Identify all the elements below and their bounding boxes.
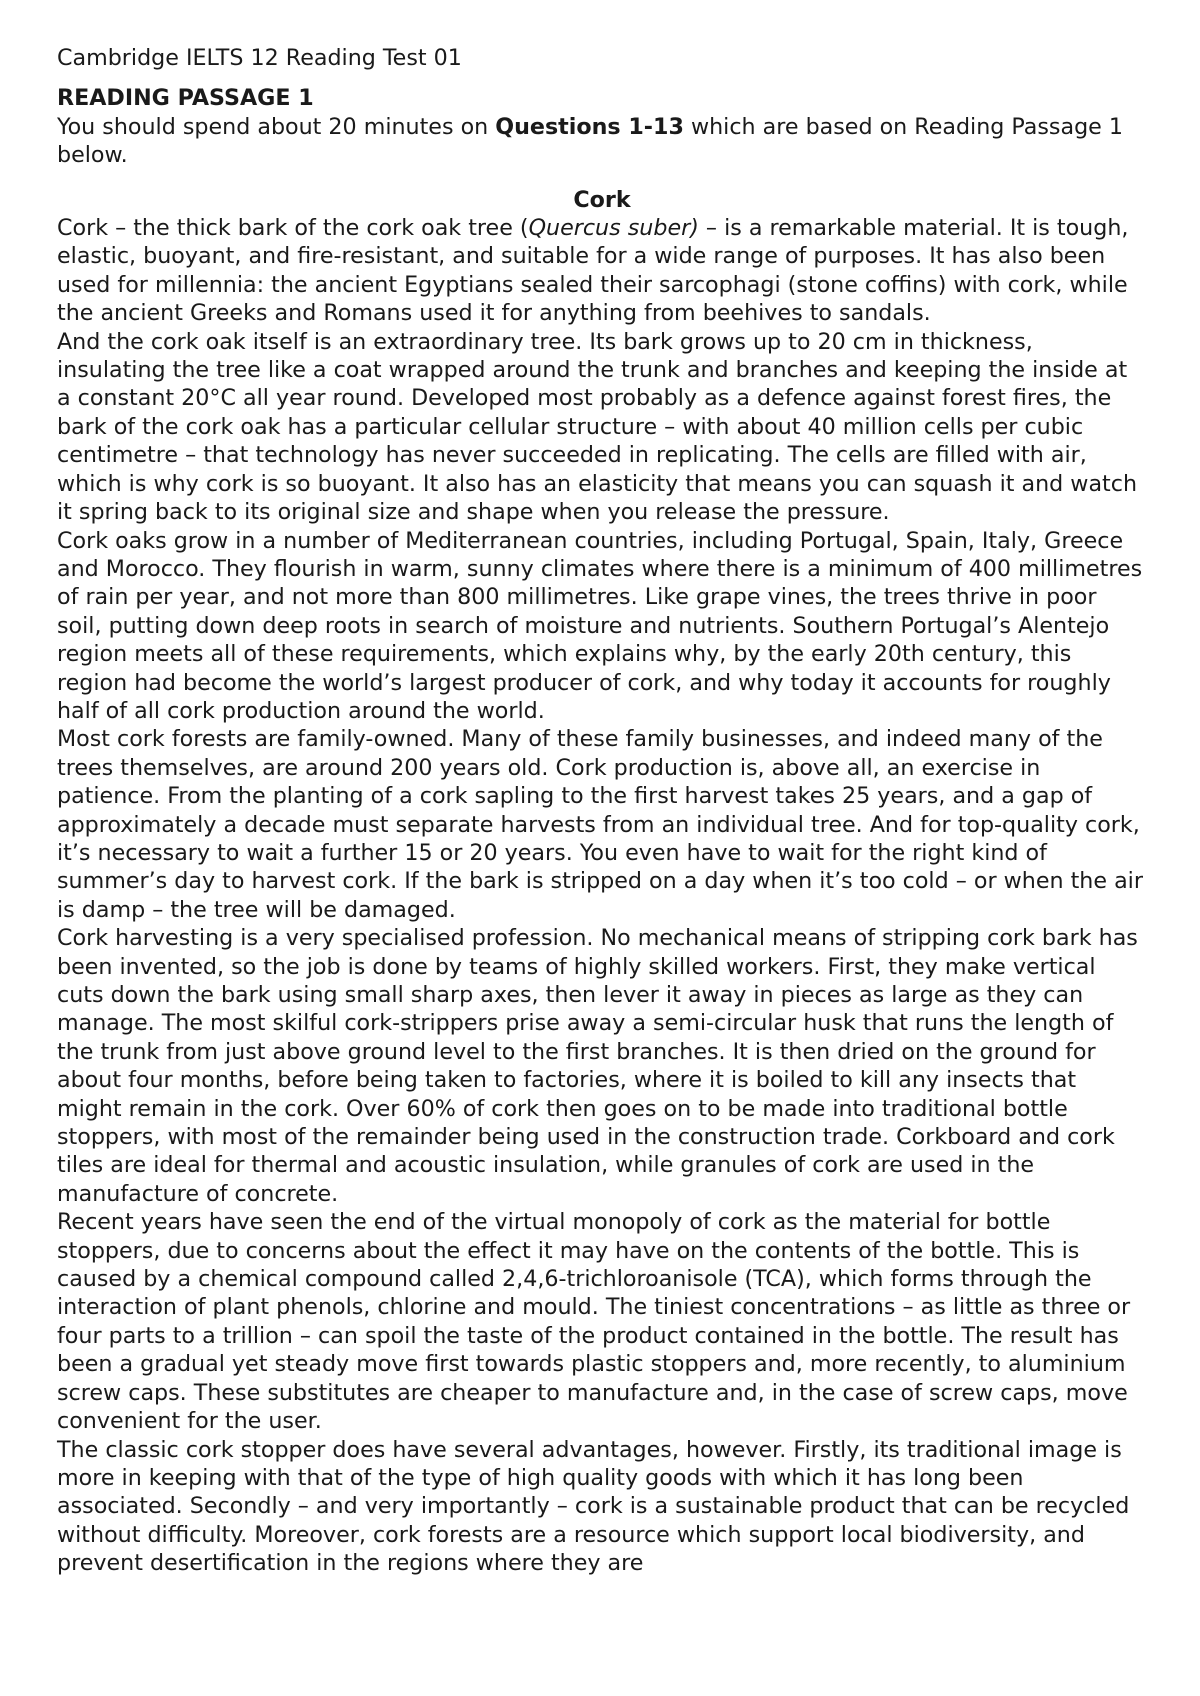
paragraph-3: Cork oaks grow in a number of Mediterranean countries, including Portugal, Spain, Italy, Greece and Morocco. They flourish in warm, sunny climates where there is a minimum of 400 millimetres of rain per year, and not more than 800 millimetres. Like grape vines, the trees thrive in poor soil, putting down deep roots in search of moisture and nutrients. Southern Portugal’s Alentejo region meets all of these requirements, which explains why, by the early 20th century, this region had become the world’s largest producer of cork, and why today it accounts for roughly half of all cork production around the world. bbox=[57, 527, 1143, 724]
article-title: Cork bbox=[573, 186, 631, 213]
paragraph-5: Cork harvesting is a very specialised profession. No mechanical means of stripping cork bark has been invented, so the job is done by teams of highly skilled workers. First, they make vertical cuts down the bark using small sharp axes, then lever it away in pieces as large as they can manage. The most skilful cork-strippers prise away a semi-circular husk that runs the length of the trunk from just above ground level to the first branches. It is then dried on the ground for about four months, before being taken to factories, where it is boiled to kill any insects that might remain in the cork. Over 60% of cork then goes on to be made into traditional bottle stoppers, with most of the remainder being used in the construction trade. Corkboard and cork tiles are ideal for thermal and acoustic insulation, while granules of cork are used in the manufacture of concrete. bbox=[57, 925, 1138, 1207]
document-page bbox=[57, 44, 1147, 1578]
instructions-text-start: You should spend about 20 minutes on bbox=[57, 113, 496, 140]
instructions bbox=[57, 113, 1147, 170]
document-header: Cambridge IELTS 12 Reading Test 01 bbox=[57, 45, 462, 71]
paragraph-1-start: Cork – the thick bark of the cork oak tree ( bbox=[57, 215, 529, 242]
section-title: READING PASSAGE 1 bbox=[57, 85, 314, 112]
latin-name: Quercus suber) bbox=[528, 215, 699, 242]
instructions-text-end: which are based on Reading Passage 1 below. bbox=[57, 113, 1123, 169]
paragraph-6: Recent years have seen the end of the virtual monopoly of cork as the material for bottle stoppers, due to concerns about the effect it may have on the contents of the bottle. This is caused by a chemical compound called 2,4,6-trichloroanisole (TCA), which forms through the interaction of plant phenols, chlorine and mould. The tiniest concentrations – as little as three or four parts to a trillion – can spoil the taste of the product contained in the bottle. The result has been a gradual yet steady move first towards plastic stoppers and, more recently, to aluminium screw caps. These substitutes are cheaper to manufacture and, in the case of screw caps, move convenient for the user. bbox=[57, 1209, 1131, 1435]
paragraph-2: And the cork oak itself is an extraordinary tree. Its bark grows up to 20 cm in thickness, insulating the tree like a coat wrapped around the trunk and branches and keeping the inside at a constant 20°C all year round. Developed most probably as a defence against forest fires, the bark of the cork oak has a particular cellular structure – with about 40 million cells per cubic centimetre – that technology has never succeeded in replicating. The cells are filled with air, which is why cork is so buoyant. It also has an elasticity that means you can squash it and watch it spring back to its original size and shape when you release the pressure. bbox=[57, 328, 1138, 526]
paragraph-1 bbox=[57, 214, 1147, 328]
paragraph-1-end: – is a remarkable material. It is tough, elastic, buoyant, and fire-resistant, and suitable for a wide range of purposes. It has also been used for millennia: the ancient Egyptians sealed their sarcophagi (stone coffins) with cork, while the ancient Greeks and Romans used it for anything from beehives to sandals. bbox=[57, 215, 1129, 327]
questions-range: Questions 1-13 bbox=[495, 113, 684, 140]
paragraph-4: Most cork forests are family-owned. Many of these family businesses, and indeed many of the trees themselves, are around 200 years old. Cork production is, above all, an exercise in patience. From the planting of a cork sapling to the first harvest takes 25 years, and a gap of approximately a decade must separate harvests from an individual tree. And for top-quality cork, it’s necessary to wait a further 15 or 20 years. You even have to wait for the right kind of summer’s day to harvest cork. If the bark is stripped on a day when it’s too cold – or when the air is damp – the tree will be damaged. bbox=[57, 726, 1143, 923]
paragraph-7: The classic cork stopper does have several advantages, however. Firstly, its traditional image is more in keeping with that of the type of high quality goods with which it has long been associated. Secondly – and very importantly – cork is a sustainable product that can be recycled without difficulty. Moreover, cork forests are a resource which support local biodiversity, and prevent desertification in the regions where they are bbox=[57, 1436, 1130, 1577]
